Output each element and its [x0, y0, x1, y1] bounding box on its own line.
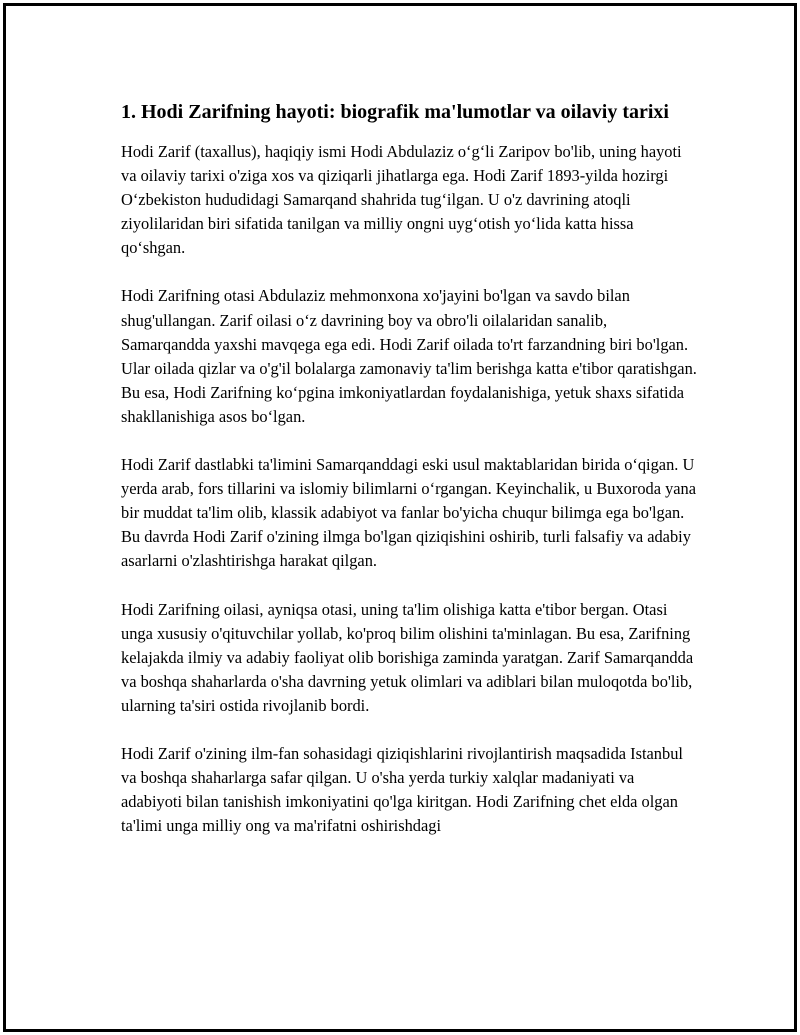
document-body — [121, 98, 699, 862]
page-frame — [3, 3, 797, 1032]
paragraph-2: Hodi Zarifning otasi Abdulaziz mehmonxona xo'jayini bo'lgan va savdo bilan shug'ullangan. Zarif oilasi o‘z davrining boy va obro'li oilalaridan sanalib, Samarqandda yaxshi mavqega ega edi. Hodi Zarif oilada to'rt farzandning biri bo'lgan. Ular oilada qizlar va o'g'il bolalarga zamonaviy ta'lim berishga katta e'tibor qaratishgan. Bu esa, Hodi Zarifning ko‘pgina imkoniyatlardan foydalanishiga, yetuk shaxs sifatida shakllanishiga asos bo‘lgan. — [121, 286, 697, 426]
section-title: 1. Hodi Zarifning hayoti: biografik ma'lumotlar va oilaviy tarixi — [121, 101, 669, 123]
paragraph-5: Hodi Zarif o'zining ilm-fan sohasidagi qiziqishlarini rivojlantirish maqsadida Istanbul va boshqa shaharlarga safar qilgan. U o'sha yerda turkiy xalqlar madaniyati va adabiyoti bilan tanishish imkoniyatini qo'lga kiritgan. Hodi Zarifning chet elda olgan ta'limi unga milliy ong va ma'rifatni oshirishdagi — [121, 743, 683, 836]
paragraph-3: Hodi Zarif dastlabki ta'limini Samarqanddagi eski usul maktablaridan birida o‘qigan. U yerda arab, fors tillarini va islomiy bilimlarni o‘rgangan. Keyinchalik, u Buxoroda yana bir muddat ta'lim olib, klassik adabiyot va fanlar bo'yicha chuqur bilimga ega bo'lgan. Bu davrda Hodi Zarif o'zining ilmga bo'lgan qiziqishini oshirib, turli falsafiy va adabiy asarlarni o'zlashtirishga harakat qilgan. — [121, 455, 697, 571]
paragraph-4: Hodi Zarifning oilasi, ayniqsa otasi, uning ta'lim olishiga katta e'tibor bergan. Otasi unga xususiy o'qituvchilar yollab, ko'proq bilim olishini ta'minlagan. Bu esa, Zarifning kelajakda ilmiy va adabiy faoliyat olib borishiga zaminda yaratgan. Zarif Samarqandda va boshqa shaharlarda o'sha davrning yetuk olimlari va adiblari bilan muloqotda bo'lib, ularning ta'siri ostida rivojlanib bordi. — [121, 599, 694, 715]
paragraph-1: Hodi Zarif (taxallus), haqiqiy ismi Hodi Abdulaziz o‘g‘li Zaripov bo'lib, uning hayoti va oilaviy tarixi o'ziga xos va qiziqarli jihatlarga ega. Hodi Zarif 1893-yilda hozirgi O‘zbekiston hududidagi Samarqand shahrida tug‘ilgan. U o'z davrining atoqli ziyolilaridan biri sifatida tanilgan va milliy ongni uyg‘otish yo‘lida katta hissa qo‘shgan. — [121, 142, 682, 258]
